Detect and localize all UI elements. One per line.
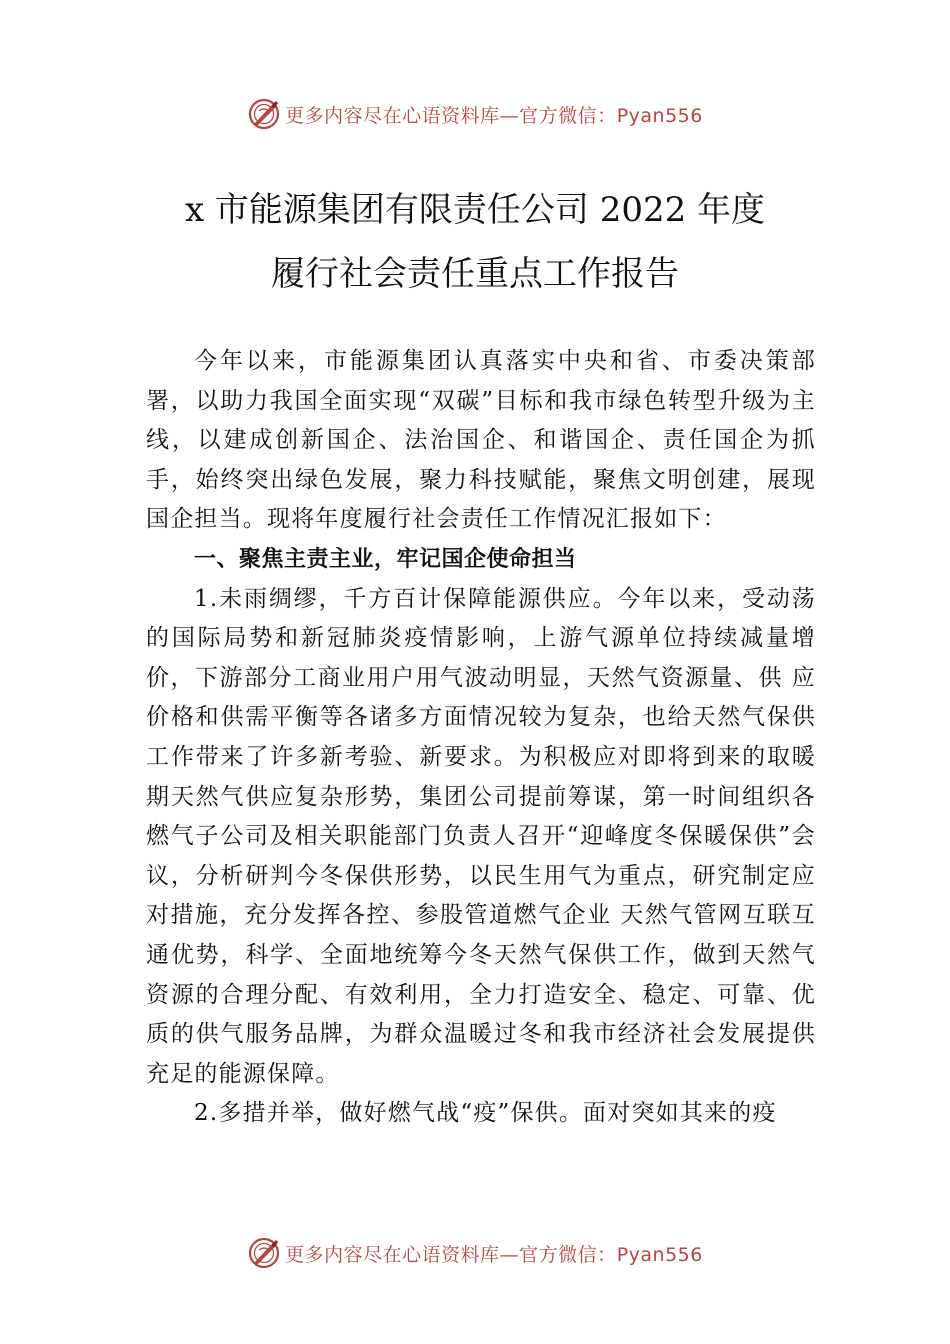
watermark-contact-id: Pyan556 [616,1243,703,1266]
watermark-dash: — [499,104,520,127]
watermark-text [285,101,703,128]
pen-logo-icon [247,1236,281,1270]
watermark-dash: — [499,1243,520,1266]
pen-logo-icon [247,97,281,131]
watermark-banner-bottom [0,1233,950,1273]
document-title-line-1: x 市能源集团有限责任公司 2022 年度 [184,190,766,230]
watermark-banner-top [0,94,950,134]
document-title-line-2: 履行社会责任重点工作报告 [271,254,679,294]
section-1-heading: 一、聚焦主责主业，牢记国企使命担当 [194,546,577,572]
watermark-slogan: 更多内容尽在心语资料库 [285,104,500,127]
item-2-paragraph: 2.多措并举，做好燃气战“疫”保供。面对突如其来的疫 [194,1100,777,1127]
watermark-text [285,1240,703,1267]
intro-paragraph: 今年以来，市能源集团认真落实中央和省、市委决策部署，以助力我国全面实现“双碳”目标和我市绿色转型升级为主线，以建成创新国企、法治国企、和谐国企、责任国企为抓手，始终突出绿色发展，聚力科技赋能，聚焦文明创建，展现国企担当。现将年度履行社会责任工作情况汇报如下： [146,348,816,533]
watermark-contact-label: 官方微信： [519,1243,617,1266]
watermark-contact-id: Pyan556 [616,104,703,127]
watermark-contact-label: 官方微信： [519,104,617,127]
document-body [146,342,816,1134]
watermark-slogan: 更多内容尽在心语资料库 [285,1243,500,1266]
item-1-paragraph: 1.未雨绸缪，千方百计保障能源供应。今年以来，受动荡的国际局势和新冠肺炎疫情影响，上游气源单位持续减量增价，下游部分工商业用户用气波动明显，天然气资源量、供 应价格和供需平衡等各诸多方面情况较为复杂，也给天然气保供工作带来了许多新考验、新要求。为积极应对即将到来的取暖期天然气供应复杂形势，集团公司提前筹谋，第一时间组织各燃气子公司及相关职能部门负责人召开“迎峰度冬保暖保供”会议，分析研判今冬保供形势，以民生用气为重点，研究制定应对措施，充分发挥各控、参股管道燃气企业 天然气管网互联互通优势，科学、全面地统筹今冬天然气保供工作，做到天然气资源的合理分配、有效利用，全力打造安全、稳定、可靠、优质的供气服务品牌，为群众温暖过冬和我市经济社会发展提供充足的能源保障。 [146,585,816,1087]
